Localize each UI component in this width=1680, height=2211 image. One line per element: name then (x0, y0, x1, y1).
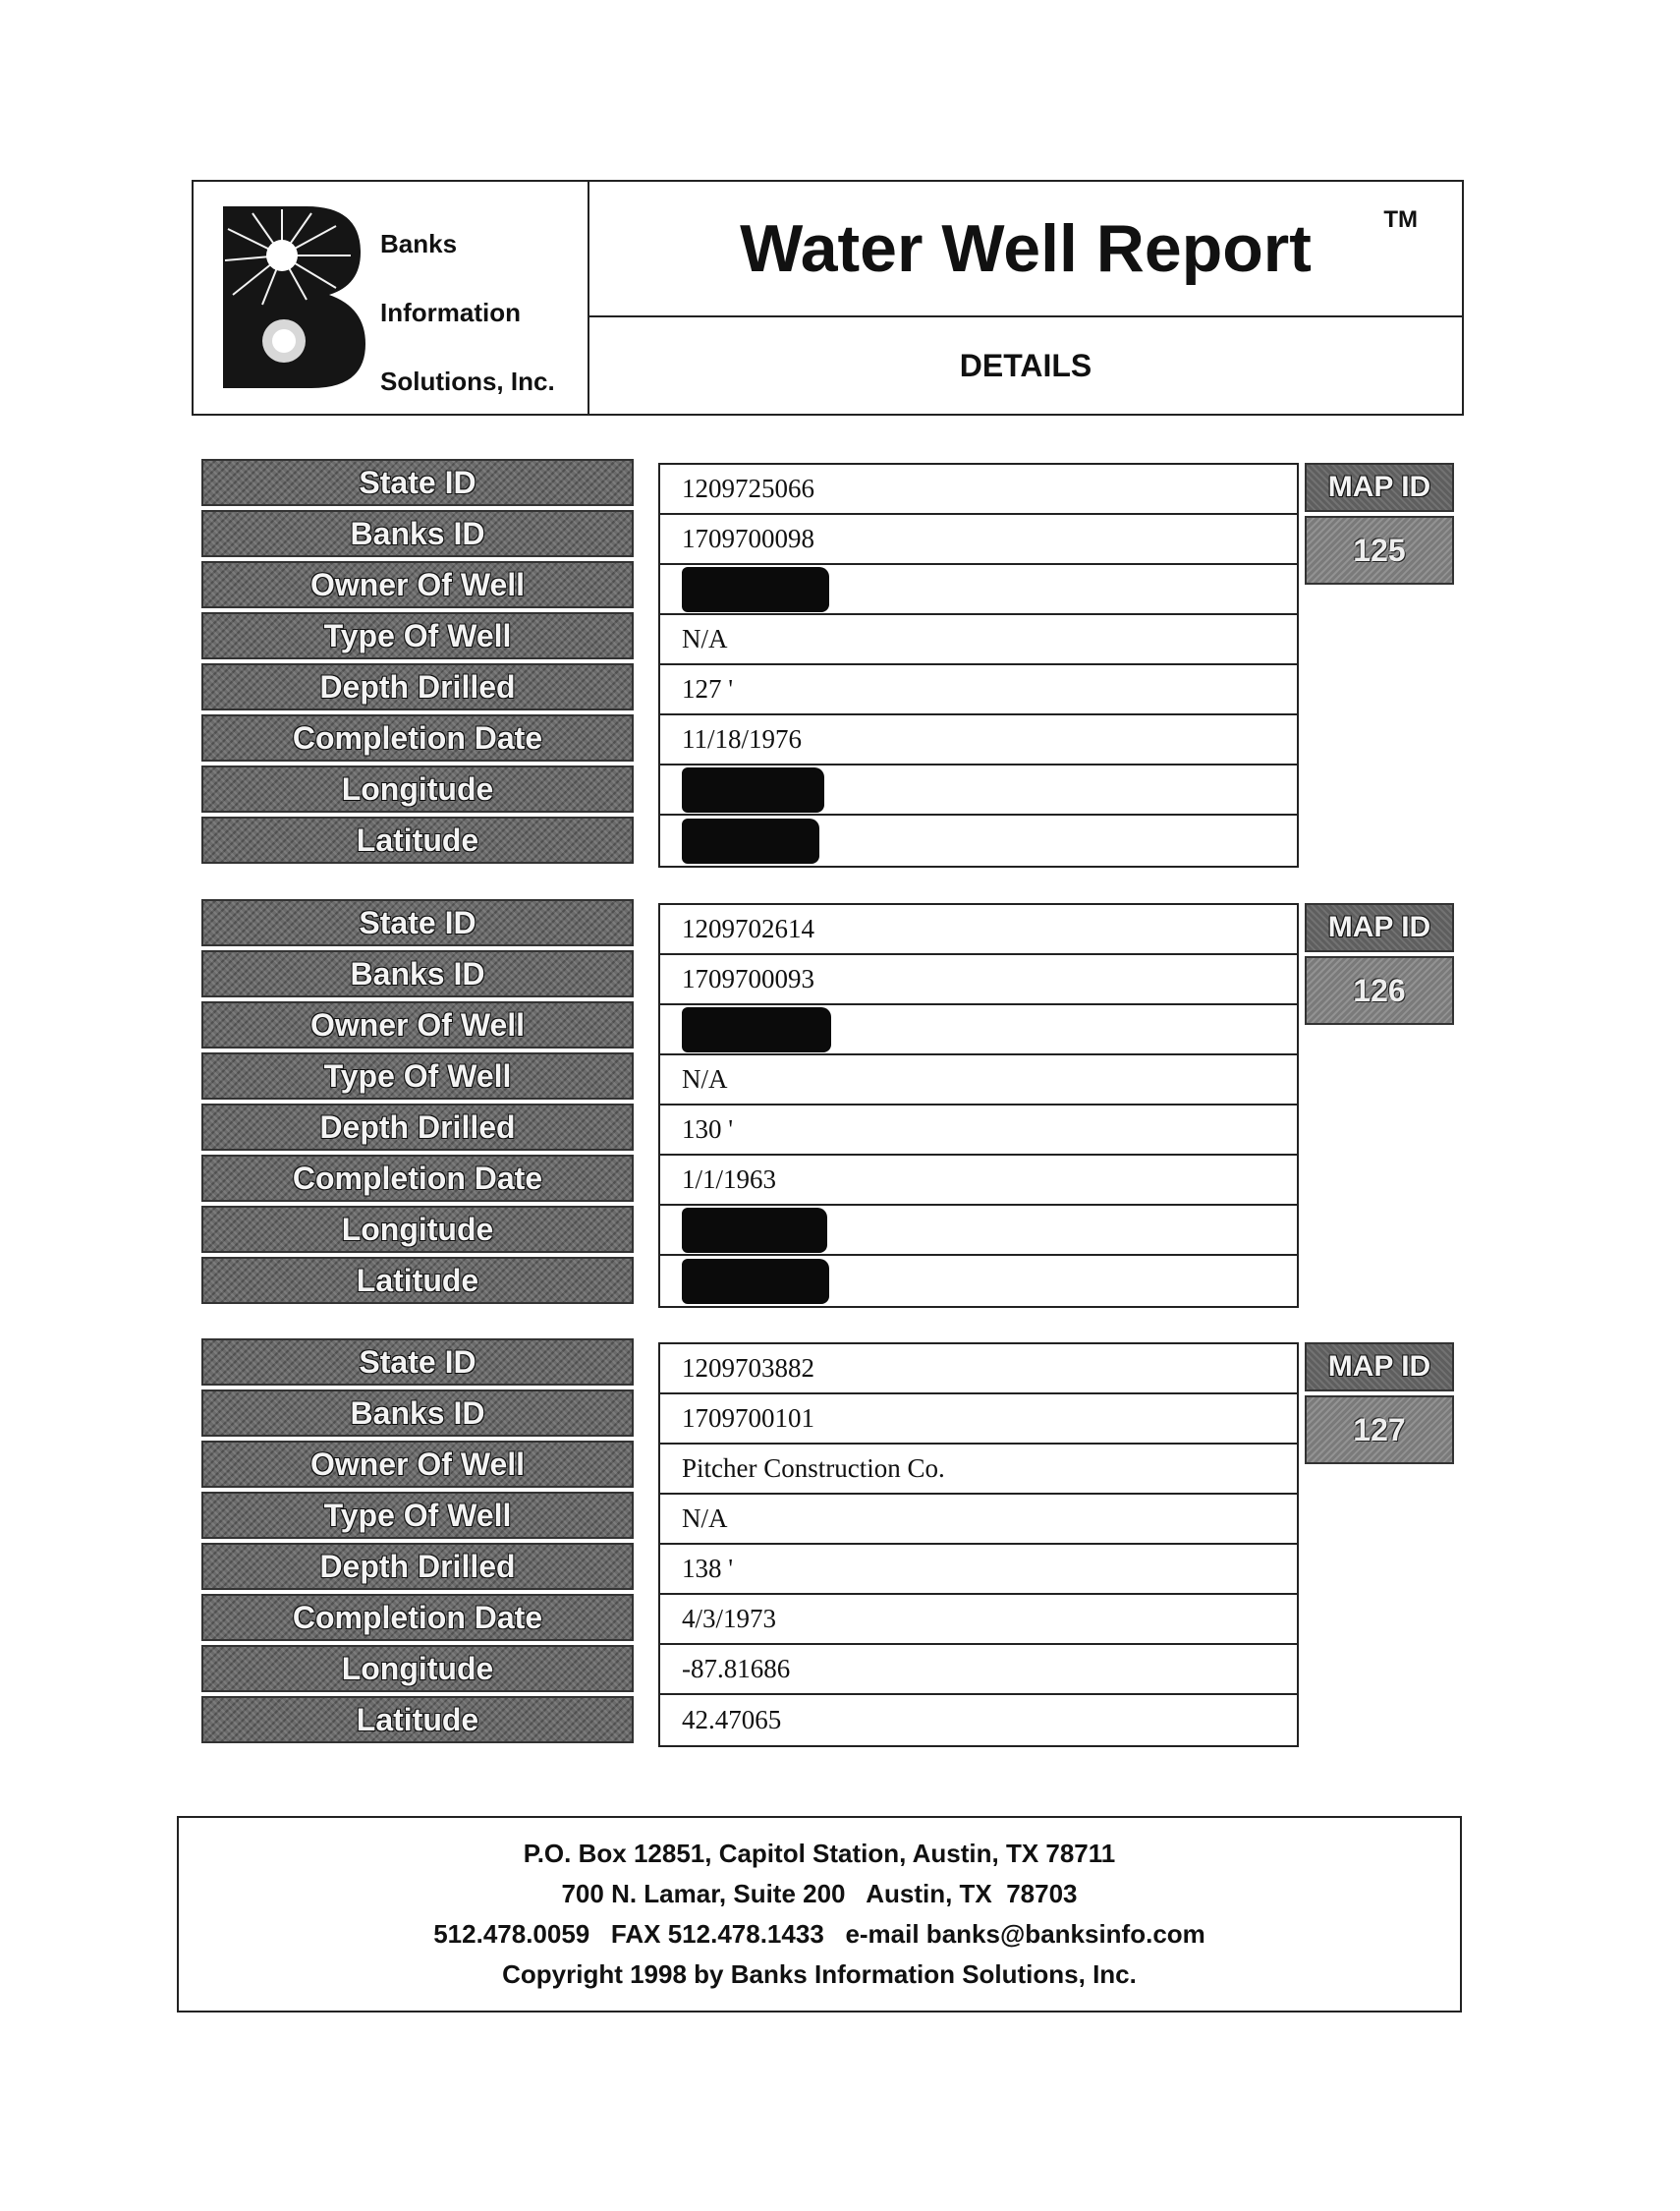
label-depth: Depth Drilled (201, 663, 634, 710)
label-banks-id: Banks ID (201, 950, 634, 997)
title-block (589, 182, 1462, 414)
banks-id-value: 1709700093 (660, 955, 1297, 1005)
latitude-value (660, 816, 1297, 866)
map-id-label: MAP ID (1305, 463, 1454, 512)
label-depth: Depth Drilled (201, 1104, 634, 1151)
label-owner: Owner Of Well (201, 1001, 634, 1049)
field-values (658, 463, 1299, 868)
subtitle-row (589, 317, 1462, 414)
state-id-value: 1209703882 (660, 1344, 1297, 1394)
latitude-value (660, 1256, 1297, 1306)
label-completion-date: Completion Date (201, 1155, 634, 1202)
label-completion-date: Completion Date (201, 714, 634, 762)
logo-block (194, 182, 589, 414)
label-latitude: Latitude (201, 817, 634, 864)
report-header (192, 180, 1464, 416)
company-line: Solutions, Inc. (380, 367, 555, 396)
type-value: N/A (660, 1055, 1297, 1106)
completion-date-value: 4/3/1973 (660, 1595, 1297, 1645)
label-owner: Owner Of Well (201, 561, 634, 608)
well-record (192, 459, 1469, 872)
map-id-block (1305, 1342, 1454, 1464)
longitude-value (660, 1206, 1297, 1256)
redaction-mark (682, 1007, 831, 1052)
label-longitude: Longitude (201, 765, 634, 813)
banks-logo-icon (213, 201, 370, 393)
longitude-value: -87.81686 (660, 1645, 1297, 1695)
report-title: Water Well Report (740, 211, 1312, 286)
label-longitude: Longitude (201, 1206, 634, 1253)
footer-address-po: P.O. Box 12851, Capitol Station, Austin, TX 78711 (523, 1839, 1116, 1868)
latitude-value: 42.47065 (682, 1705, 782, 1734)
label-latitude: Latitude (201, 1257, 634, 1304)
depth-value: 127 ' (660, 665, 1297, 715)
redaction-mark (682, 1208, 827, 1253)
field-labels (201, 1338, 634, 1747)
owner-value (660, 1005, 1297, 1055)
well-record (192, 1338, 1469, 1751)
map-id-label: MAP ID (1305, 903, 1454, 952)
state-id-value: 1209702614 (660, 905, 1297, 955)
longitude-value (660, 765, 1297, 816)
owner-value: Pitcher Construction Co. (660, 1445, 1297, 1495)
map-id-block (1305, 903, 1454, 1025)
redaction-mark (682, 767, 824, 813)
field-labels (201, 459, 634, 868)
label-completion-date: Completion Date (201, 1594, 634, 1641)
label-state-id: State ID (201, 899, 634, 946)
redaction-mark (682, 567, 829, 612)
title-row (589, 182, 1462, 317)
label-type: Type Of Well (201, 1052, 634, 1100)
company-line: Information (380, 298, 521, 327)
label-banks-id: Banks ID (201, 1389, 634, 1437)
map-id-value: 125 (1305, 516, 1454, 585)
contact-footer (177, 1816, 1462, 2013)
map-id-block (1305, 463, 1454, 585)
type-value: N/A (660, 1495, 1297, 1545)
redaction-mark (682, 1259, 829, 1304)
label-owner: Owner Of Well (201, 1441, 634, 1488)
depth-value: 130 ' (660, 1106, 1297, 1156)
label-longitude: Longitude (201, 1645, 634, 1692)
map-id-label: MAP ID (1305, 1342, 1454, 1391)
label-banks-id: Banks ID (201, 510, 634, 557)
trademark-mark: TM (1383, 206, 1418, 233)
label-type: Type Of Well (201, 1492, 634, 1539)
company-name (380, 209, 555, 416)
company-line: Banks (380, 229, 458, 258)
well-record (192, 899, 1469, 1312)
footer-copyright: Copyright 1998 by Banks Information Solutions, Inc. (502, 1959, 1137, 1989)
map-id-value: 126 (1305, 956, 1454, 1025)
depth-value: 138 ' (660, 1545, 1297, 1595)
field-values (658, 903, 1299, 1308)
field-values (658, 1342, 1299, 1747)
redaction-mark (682, 819, 819, 864)
map-id-value: 127 (1305, 1395, 1454, 1464)
type-value: N/A (660, 615, 1297, 665)
state-id-value: 1209725066 (660, 465, 1297, 515)
banks-id-value: 1709700098 (660, 515, 1297, 565)
field-labels (201, 899, 634, 1308)
footer-contact: 512.478.0059 FAX 512.478.1433 e-mail banks@banksinfo.com (433, 1919, 1205, 1949)
label-state-id: State ID (201, 1338, 634, 1386)
owner-value (660, 565, 1297, 615)
completion-date-value: 11/18/1976 (660, 715, 1297, 765)
label-state-id: State ID (201, 459, 634, 506)
label-latitude: Latitude (201, 1696, 634, 1743)
label-depth: Depth Drilled (201, 1543, 634, 1590)
footer-address-street: 700 N. Lamar, Suite 200 Austin, TX 78703 (561, 1879, 1078, 1908)
report-subtitle: DETAILS (959, 347, 1092, 383)
completion-date-value: 1/1/1963 (660, 1156, 1297, 1206)
banks-id-value: 1709700101 (660, 1394, 1297, 1445)
label-type: Type Of Well (201, 612, 634, 659)
